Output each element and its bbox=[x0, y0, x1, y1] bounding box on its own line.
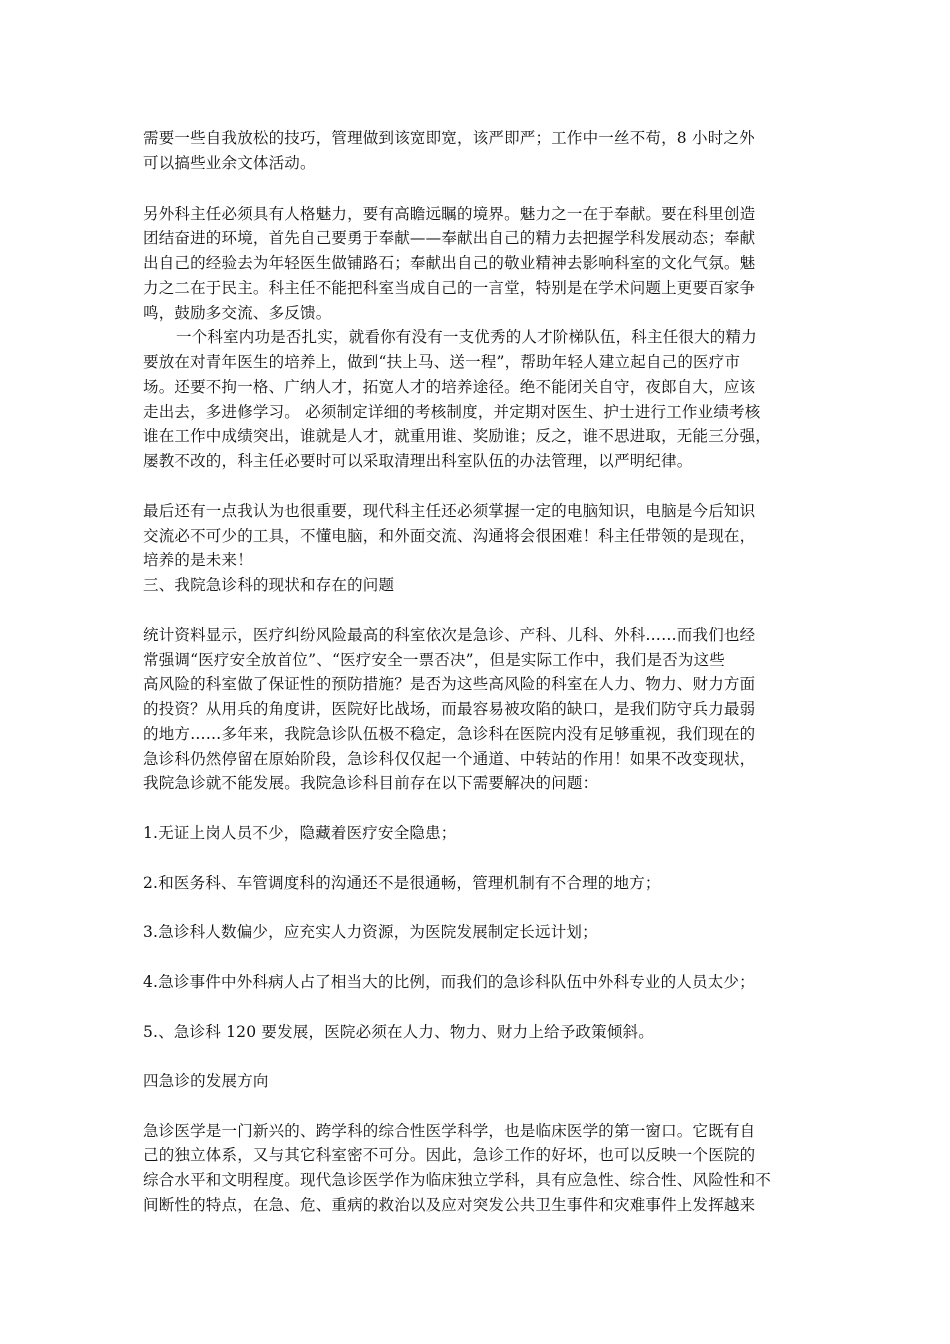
text-line: 谁在工作中成绩突出，谁就是人才，就重用谁、奖励谁；反之，谁不思进取，无能三分强， bbox=[143, 427, 772, 445]
text-line: 可以搞些业余文体活动。 bbox=[143, 154, 316, 172]
list-item: 5.、急诊科 120 要发展，医院必须在人力、物力、财力上给予政策倾斜。 bbox=[143, 1023, 654, 1041]
text-line: 团结奋进的环境，首先自己要勇于奉献——奉献出自己的精力去把握学科发展动态；奉献 bbox=[143, 229, 756, 247]
section-heading: 四急诊的发展方向 bbox=[143, 1072, 269, 1090]
list-item: 1.无证上岗人员不少，隐藏着医疗安全隐患； bbox=[143, 824, 457, 842]
text-line: 屡教不改的，科主任必要时可以采取清理出科室队伍的办法管理，以严明纪律。 bbox=[143, 452, 693, 470]
text-line: 交流必不可少的工具，不懂电脑，和外面交流、沟通将会很困难！科主任带领的是现在， bbox=[143, 527, 756, 545]
text-line: 综合水平和文明程度。现代急诊医学作为临床独立学科，具有应急性、综合性、风险性和不 bbox=[143, 1171, 772, 1189]
text-line: 力之二在于民主。科主任不能把科室当成自己的一言堂，特别是在学术问题上更要百家争 bbox=[143, 279, 756, 297]
text-line: 最后还有一点我认为也很重要，现代科主任还必须掌握一定的电脑知识，电脑是今后知识 bbox=[143, 502, 756, 520]
text-line: 的投资？从用兵的角度讲，医院好比战场，而最容易被攻陷的缺口，是我们防守兵力最弱 bbox=[143, 700, 756, 718]
text-line: 急诊医学是一门新兴的、跨学科的综合性医学科学，也是临床医学的第一窗口。它既有自 bbox=[143, 1122, 756, 1140]
text-line: 要放在对青年医生的培养上，做到“扶上马、送一程”，帮助年轻人建立起自己的医疗市 bbox=[143, 353, 741, 371]
text-line: 鸣，鼓励多交流、多反馈。 bbox=[143, 304, 332, 322]
list-item: 2.和医务科、车管调度科的沟通还不是很通畅，管理机制有不合理的地方； bbox=[143, 874, 661, 892]
text-line: 场。还要不拘一格、广纳人才，拓宽人才的培养途径。绝不能闭关自守，夜郎自大，应该 bbox=[143, 378, 756, 396]
text-line: 的地方……多年来，我院急诊队伍极不稳定，急诊科在医院内没有足够重视，我们现在的 bbox=[143, 725, 756, 743]
text-line: 一个科室内功是否扎实，就看你有没有一支优秀的人才阶梯队伍，科主任很大的精力 bbox=[176, 328, 757, 346]
section-heading: 三、我院急诊科的现状和存在的问题 bbox=[143, 576, 395, 594]
text-line: 我院急诊就不能发展。我院急诊科目前存在以下需要解决的问题： bbox=[143, 774, 599, 792]
text-line: 培养的是未来！ bbox=[143, 551, 253, 569]
text-line: 高风险的科室做了保证性的预防措施？是否为这些高风险的科室在人力、物力、财力方面 bbox=[143, 675, 756, 693]
text-line: 走出去，多进修学习。 必须制定详细的考核制度，并定期对医生、护士进行工作业绩考核 bbox=[143, 403, 761, 421]
text-line: 己的独立体系，又与其它科室密不可分。因此，急诊工作的好坏，也可以反映一个医院的 bbox=[143, 1146, 756, 1164]
list-item: 4.急诊事件中外科病人占了相当大的比例，而我们的急诊科队伍中外科专业的人员太少； bbox=[143, 973, 755, 991]
text-line: 常强调“医疗安全放首位”、“医疗安全一票否决”，但是实际工作中，我们是否为这些 bbox=[143, 651, 725, 669]
text-line: 统计资料显示，医疗纠纷风险最高的科室依次是急诊、产科、儿科、外科……而我们也经 bbox=[143, 626, 756, 644]
text-line: 急诊科仍然停留在原始阶段，急诊科仅仅起一个通道、中转站的作用！如果不改变现状， bbox=[143, 750, 756, 768]
text-line: 需要一些自我放松的技巧，管理做到该宽即宽，该严即严；工作中一丝不苟，8 小时之外 bbox=[143, 129, 755, 147]
list-item: 3.急诊科人数偏少，应充实人力资源，为医院发展制定长远计划； bbox=[143, 923, 598, 941]
text-line: 另外科主任必须具有人格魅力，要有高瞻远瞩的境界。魅力之一在于奉献。要在科里创造 bbox=[143, 205, 756, 223]
text-line: 出自己的经验去为年轻医生做铺路石；奉献出自己的敬业精神去影响科室的文化气氛。魅 bbox=[143, 254, 756, 272]
text-line: 间断性的特点，在急、危、重病的救治以及应对突发公共卫生事件和灾难事件上发挥越来 bbox=[143, 1196, 756, 1214]
